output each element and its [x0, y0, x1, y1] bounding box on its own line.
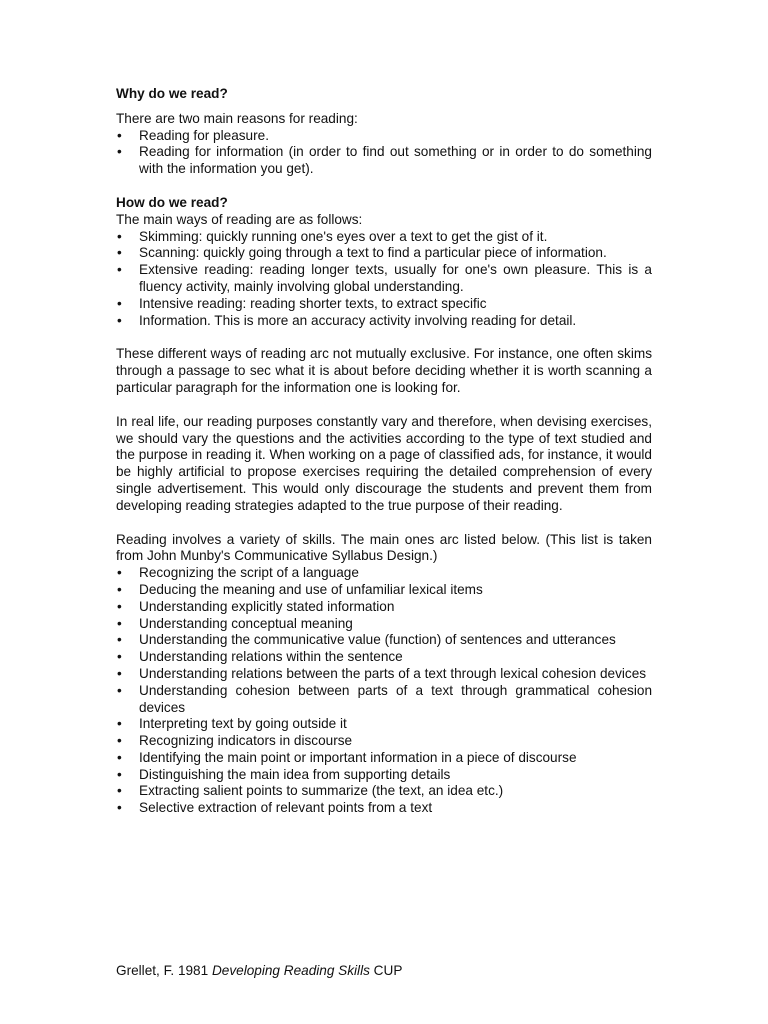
list-item: • Interpreting text by going outside it: [116, 716, 652, 733]
list-item: • Understanding the communicative value (function) of sentences and utterances: [116, 632, 652, 649]
list-item: • Scanning: quickly going through a text to find a particular piece of information.: [116, 245, 652, 262]
list-item: • Selective extraction of relevant points from a text: [116, 800, 652, 817]
citation-publisher: CUP: [369, 963, 403, 978]
list-item: • Extracting salient points to summarize (the text, an idea etc.): [116, 783, 652, 800]
list-item: • Reading for information (in order to find out something or in order to do something with the information you get).: [116, 144, 652, 178]
list-item: • Reading for pleasure.: [116, 128, 652, 145]
list-item: • Recognizing the script of a language: [116, 565, 652, 582]
list-item: • Recognizing indicators in discourse: [116, 733, 652, 750]
document-body: [116, 86, 652, 817]
heading-why-do-we-read: Why do we read?: [116, 86, 228, 101]
list-item: • Identifying the main point or important information in a piece of discourse: [116, 750, 652, 767]
list-item: • Understanding explicitly stated information: [116, 599, 652, 616]
list-item: • Understanding conceptual meaning: [116, 616, 652, 633]
citation-author: Grellet, F. 1981: [116, 963, 212, 978]
paragraph-mutually-exclusive: These different ways of reading arc not mutually exclusive. For instance, one often skims through a passage to sec what it is about before deciding whether it is worth scanning a particular paragraph for the information one is looking for.: [116, 346, 652, 395]
section1-intro: There are two main reasons for reading:: [116, 110, 358, 126]
list-item: • Skimming: quickly running one's eyes over a text to get the gist of it.: [116, 229, 652, 246]
list-item: • Understanding relations within the sentence: [116, 649, 652, 666]
ways-of-reading-list: [116, 229, 652, 330]
paragraph-real-life: In real life, our reading purposes constantly vary and therefore, when devising exercises, we should vary the questions and the activities according to the type of text studied and the purpose in reading it. When working on a page of classified ads, for instance, it would be highly artificial to propose exercises requiring the detailed comprehension of every single advertisement. This would only discourage the students and prevent them from developing reading strategies adapted to the true purpose of their reading.: [116, 413, 652, 513]
list-item: • Understanding cohesion between parts of a text through grammatical cohesion devices: [116, 683, 652, 717]
list-item: • Extensive reading: reading longer texts, usually for one's own pleasure. This is a fluency activity, mainly involving global understanding.: [116, 262, 652, 296]
list-item: • Distinguishing the main idea from supporting details: [116, 767, 652, 784]
citation: [116, 963, 402, 980]
citation-title: Developing Reading Skills: [211, 963, 370, 978]
list-item: • Understanding relations between the parts of a text through lexical cohesion devices: [116, 666, 652, 683]
list-item: • Information. This is more an accuracy activity involving reading for detail.: [116, 313, 652, 330]
heading-how-do-we-read: How do we read?: [116, 194, 228, 210]
section3-intro: Reading involves a variety of skills. The main ones arc listed below. (This list is taken from John Munby's Communicative Syllabus Design.): [116, 531, 652, 564]
skills-list: [116, 565, 652, 817]
section2-intro: The main ways of reading are as follows:: [116, 211, 363, 227]
reasons-list: [116, 128, 652, 178]
list-item: • Intensive reading: reading shorter texts, to extract specific: [116, 296, 652, 313]
list-item: • Deducing the meaning and use of unfamiliar lexical items: [116, 582, 652, 599]
